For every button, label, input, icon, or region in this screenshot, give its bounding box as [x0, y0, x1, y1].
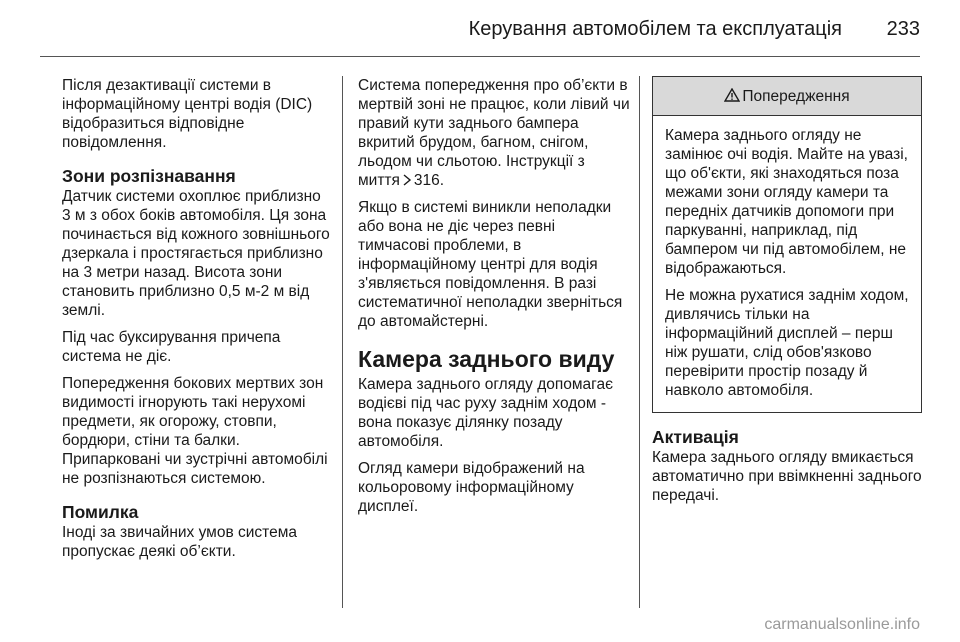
paragraph: Під час буксирування причепа система не діє.: [62, 329, 281, 365]
watermark: carmanualsonline.info: [764, 616, 920, 633]
page-header: [0, 0, 960, 56]
warning-triangle-icon: [724, 88, 740, 102]
section-title-rear-camera: Камера заднього виду: [358, 346, 615, 372]
paragraph: Іноді за звичайних умов система пропускає деякі об’єкти.: [62, 524, 297, 560]
paragraph: Огляд камери відображений на кольоровому інформаційному дисплеї.: [358, 460, 585, 515]
section-title-error: Помилка: [62, 502, 139, 522]
paragraph: Камера заднього огляду вмикається автоматично при ввімкненні заднього передачі.: [652, 449, 922, 504]
paragraph: [358, 76, 630, 190]
paragraph: Датчик системи охоплює приблизно 3 м з обох боків автомобіля. Ця зона починається від кожного зовнішнього дзеркала і простягається приблизно на 3 метри назад. Висота зони становить приблизно 0,5 м-2 м від землі.: [62, 188, 330, 319]
warning-paragraph: Камера заднього огляду не замінює очі водія. Майте на увазі, що об'єкти, які знаходяться поза межами зони огляду камери та передніх датчиків допомоги при паркуванні, наприклад, під бампером чи під автомобілем, не відображаються.: [665, 127, 908, 277]
section-title-detection-zones: Зони розпізнавання: [62, 166, 236, 186]
warning-header: [653, 77, 921, 116]
column-right: [652, 76, 922, 513]
column-divider-left: [342, 76, 343, 608]
intro-paragraph: Після дезактивації системи в інформаційному центрі водія (DIC) відобразиться відповідне повідомлення.: [62, 77, 313, 151]
chapter-title: Керування автомобілем та експлуатація: [468, 18, 842, 40]
section-title-activation: Активація: [652, 427, 739, 447]
reference-arrow-icon: [402, 174, 412, 186]
column-middle: [358, 76, 630, 524]
warning-paragraph: Не можна рухатися заднім ходом, дивлячись тільки на інформаційний дисплей – перш ніж рушати, слід обов'язково перевірити простір позаду й навколо автомобіля.: [665, 287, 909, 399]
page-number: 233: [886, 18, 920, 40]
header-divider: [40, 56, 920, 57]
column-left: [62, 76, 332, 569]
page-reference-link[interactable]: 316.: [413, 172, 445, 189]
warning-body: [653, 116, 921, 412]
paragraph: Камера заднього огляду допомагає водієві під час руху заднім ходом - вона показує ділянку позаду автомобіля.: [358, 376, 614, 450]
paragraph-text: Система попередження про об’єкти в мертвій зоні не працює, коли лівий чи правий кути заднього бампера вкритий брудом, багном, снігом, льодом чи сльотою. Інструкції з миття: [358, 77, 630, 189]
warning-title: Попередження: [742, 88, 850, 105]
column-divider-right: [639, 76, 640, 608]
warning-box: [652, 76, 922, 413]
paragraph: Попередження бокових мертвих зон видимості ігнорують такі нерухомі предмети, як огорожу, стовпи, бордюри, стіни та балки. Припарковані чи зустрічні автомобілі не розпізнаються системою.: [62, 375, 328, 487]
paragraph: Якщо в системі виникли неполадки або вона не діє через певні тимчасові проблеми, в інформаційному центрі для водія з'являється повідомлення. В разі систематичної неполадки зверніться до автомайстерні.: [358, 199, 623, 330]
